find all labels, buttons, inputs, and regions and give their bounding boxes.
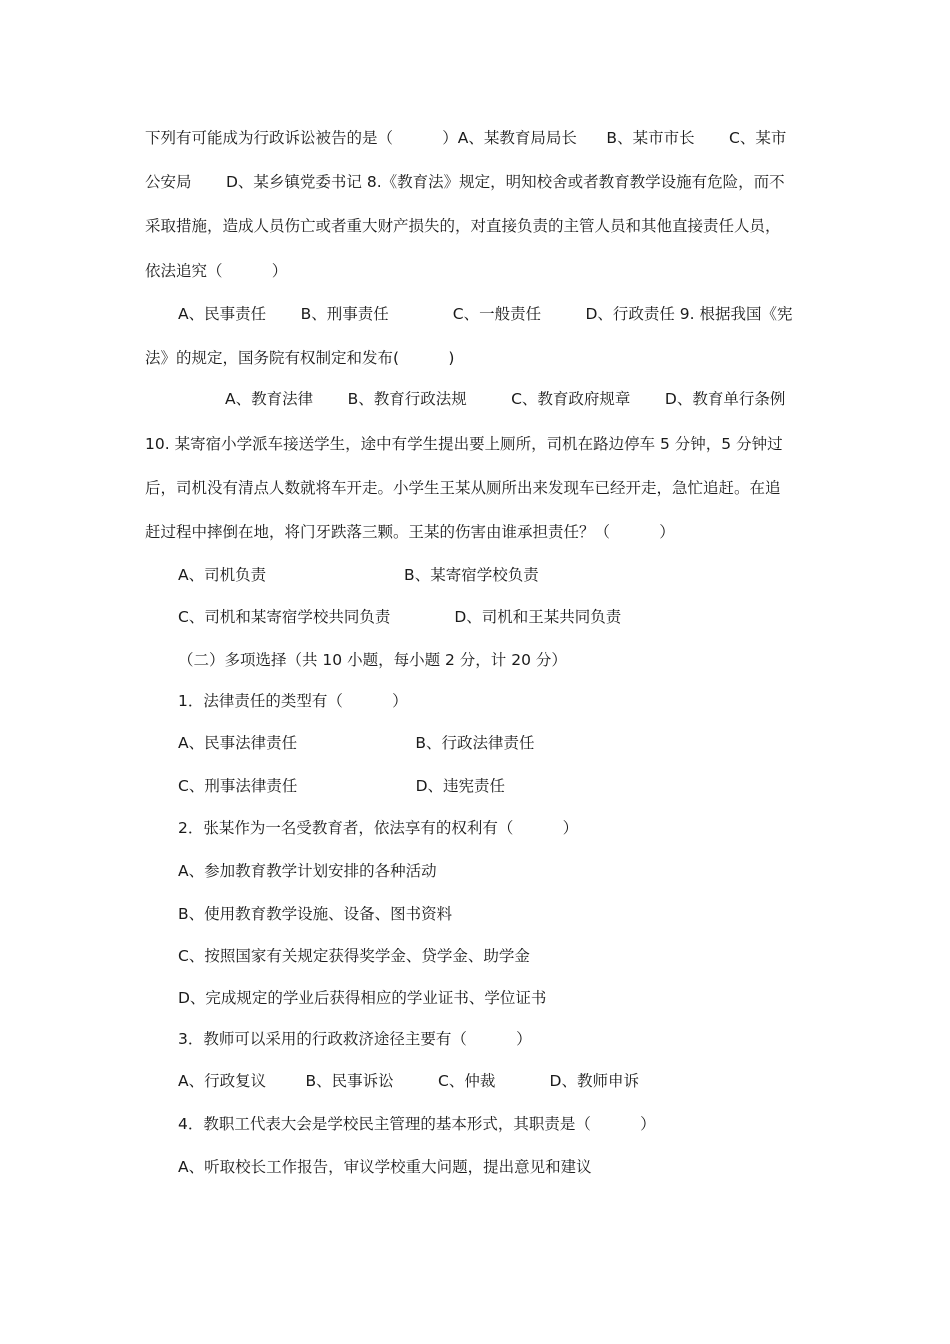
text-line-7: A、教育法律 B、教育行政法规 C、教育政府规章 D、教育单行条例 <box>225 390 786 408</box>
text-line-12: C、司机和某寄宿学校共同负责 D、司机和王某共同负责 <box>178 608 622 626</box>
question-2-option-c: C、按照国家有关规定获得奖学金、贷学金、助学金 <box>178 947 530 965</box>
text-line-11: A、司机负责 B、某寄宿学校负责 <box>178 566 539 584</box>
text-line-8: 10. 某寄宿小学派车接送学生，途中有学生提出要上厕所，司机在路边停车 5 分钟，5 分钟过 <box>145 435 783 453</box>
question-1-options-ab: A、民事法律责任 B、行政法律责任 <box>178 734 535 752</box>
question-2: 2．张某作为一名受教育者，依法享有的权利有（ ） <box>178 819 579 837</box>
text-line-1: 下列有可能成为行政诉讼被告的是（ ）A、某教育局局长 B、某市市长 C、某市 <box>145 129 787 147</box>
text-line-3: 采取措施，造成人员伤亡或者重大财产损失的，对直接负责的主管人员和其他直接责任人员， <box>145 217 781 235</box>
question-3-options: A、行政复议 B、民事诉讼 C、仲裁 D、教师申诉 <box>178 1072 639 1090</box>
text-line-4: 依法追究（ ） <box>145 262 288 280</box>
text-line-9: 后，司机没有清点人数就将车开走。小学生王某从厕所出来发现车已经开走，急忙追赶。在追 <box>145 479 781 497</box>
text-line-5: A、民事责任 B、刑事责任 C、一般责任 D、行政责任 9. 根据我国《宪 <box>178 305 793 323</box>
text-line-2: 公安局 D、某乡镇党委书记 8.《教育法》规定，明知校舍或者教育教学设施有危险，而不 <box>145 173 785 191</box>
question-2-option-d: D、完成规定的学业后获得相应的学业证书、学位证书 <box>178 989 547 1007</box>
section-heading-multiple-choice: （二）多项选择（共 10 小题，每小题 2 分，计 20 分） <box>178 651 567 669</box>
question-1-options-cd: C、刑事法律责任 D、违宪责任 <box>178 777 506 795</box>
question-1: 1．法律责任的类型有（ ） <box>178 692 408 710</box>
question-2-option-b: B、使用教育教学设施、设备、图书资料 <box>178 905 453 923</box>
question-2-option-a: A、参加教育教学计划安排的各种活动 <box>178 862 437 880</box>
question-4-option-a: A、听取校长工作报告，审议学校重大问题，提出意见和建议 <box>178 1158 592 1176</box>
text-line-10: 赶过程中摔倒在地，将门牙跌落三颗。王某的伤害由谁承担责任？（ ） <box>145 523 675 541</box>
text-line-6: 法》的规定，国务院有权制定和发布( ) <box>145 349 455 367</box>
question-4: 4．教职工代表大会是学校民主管理的基本形式，其职责是（ ） <box>178 1115 656 1133</box>
question-3: 3．教师可以采用的行政救济途径主要有（ ） <box>178 1030 532 1048</box>
